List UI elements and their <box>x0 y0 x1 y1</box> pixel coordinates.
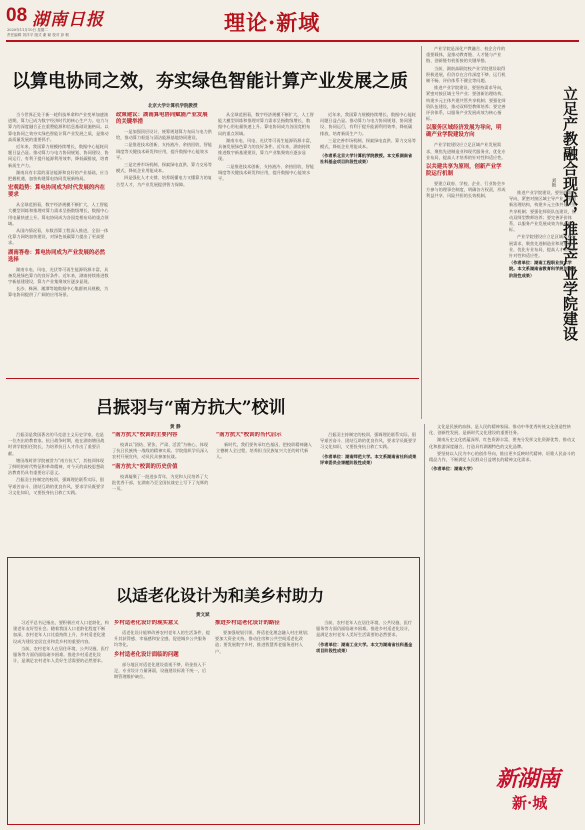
sidebar-paragraph: 产业学院建设应立足区域产业发展需求，聚焦先进制造业和现代服务业，优化专业布局，提高人才培养的针对性和适应性。 <box>426 142 506 160</box>
bottom-right-column <box>429 424 579 754</box>
lead-bottom-rule <box>6 378 419 379</box>
sidebar-note: （作者单位：湖南工程职业技术学院。本文系湖南省教育科学规划课题阶段性成果） <box>509 260 577 278</box>
lead-note: （作者系北京大学计算机学院教授。本文系湖南省社科基金项目阶段性成果） <box>320 153 413 165</box>
page-number: 08 <box>6 5 28 26</box>
lead-byline: 北京大学计算机学院教授 <box>148 104 198 109</box>
sidebar-divider <box>421 46 422 419</box>
sidebar-paragraph: 推进产业学院建设，要坚持需求导向，紧密对接区域主导产业；要创新治理结构，构建多元主体共建共管共享机制；要强化师资队伍建设，推动双师型教师培养；要完善评价体系，以服务产业发展成效为核心指标。 <box>509 190 577 233</box>
sidebar-paragraph: 产业学院是深化产教融合、校企合作的重要载体，是推动教育链、人才链与产业链、创新链有机衔接的关键举措。 <box>426 46 506 64</box>
middle-byline: 黄 静 <box>170 425 181 430</box>
middle-section-heading: “南方抗大”校训的主要内容 <box>112 432 178 438</box>
lead-paragraph: 三是完善市场机制，探索绿电直供、算力交易等模式，降低企业用能成本。 <box>320 137 416 150</box>
right-paragraph: 湖南历史文化底蕴深厚，红色资源丰富，要充分发挥文化资源优势，推动文化和旅游深度融合，打造具有湖湘特色的文化品牌。 <box>429 437 576 449</box>
watermark-subtext: 新·城 <box>512 794 548 812</box>
middle-headline: 吕振羽与“南方抗大”校训 <box>96 398 286 418</box>
lead-column-4 <box>320 112 416 370</box>
bottom-note: （作者单位：湖南工业大学。本文为湖南省社科基金项目阶段性成果） <box>316 641 413 653</box>
bottom-paragraph: 当前，农村老年人在居住环境、公共设施、医疗服务等方面仍面临诸多困难。推进乡村适老化设计，是满足农村老年人美好生活需要的必然要求。 <box>13 645 109 664</box>
lead-paragraph: 长沙、株洲、湘潭等地数据中心集群初具规模，为算电协同提供了广阔的应用场景。 <box>8 286 109 298</box>
middle-section-heading: “南方抗大”校训的当代启示 <box>216 432 282 438</box>
sidebar-column-2 <box>509 190 579 416</box>
bottom-section-heading: 乡村适老化设计面临的问题 <box>114 651 179 658</box>
sidebar-paragraph: 当前，湖南高职院校产业学院建设取得积极进展，但仍存在合作深度不够、运行机制不畅、评价体系不健全等问题。 <box>426 65 506 84</box>
lead-headline: 以算电协同之效，夯实绿色智能计算产业发展之质 <box>12 71 408 92</box>
sidebar-paragraph: 产业学院建设应立足区域产业发展需求，聚焦先进制造业和现代服务业，优化专业布局，提高人才培养的针对性和适应性。 <box>509 234 577 259</box>
masthead-rule <box>6 40 579 42</box>
sidebar-author: 刘艳 <box>551 178 556 187</box>
middle-paragraph: 校训凝聚了一批进步青年，为党和人民培养了大批优秀干部，在湖南乃至全国抗战史上写下了光辉的一页。 <box>112 473 209 492</box>
middle-paragraph: 校训以“团结、紧张、严肃、活泼”为核心，体现了抗日民族统一战线的精神实质。学院组织学员深入农村开展宣传，动员民众参加抗战。 <box>112 442 209 460</box>
sidebar-section-heading: 以服务区域经济发展为导向，明确产业学院建设方向 <box>426 125 502 139</box>
masthead <box>6 4 581 40</box>
lead-paragraph: 从全球范围看，数字经济规模不断扩大，人工智能大模型训练和推理对算力需求呈指数级增长，数据中心用电量快速上升。算电协同成为各国竞相布局的重点领域。 <box>218 112 314 136</box>
bottom-paragraph: 习近平总书记指出，要积极应对人口老龄化，构建老年友好型社会。随着我国人口老龄化程度不断加深，农村老年人口比重持续上升，乡村适老化建设成为建设宜居宜业和美乡村的重要内容。 <box>13 620 109 644</box>
middle-paragraph: 塘田战时讲学院被誉为“南方抗大”，其校训体现了鲜明的时代特征和革命精神，对今天的高校思想政治教育仍具有重要启示意义。 <box>8 457 105 476</box>
lead-column-2 <box>116 112 212 370</box>
lead-paragraph: 二是推进技术创新，支持液冷、余热回收、智能调度等关键技术研发和应用，提升数据中心能效水平。 <box>218 163 314 182</box>
lead-paragraph: 从全球范围看，数字经济规模不断扩大，人工智能大模型训练和推理对算力需求呈指数级增长，数据中心用电量快速上升。算电协同成为各国竞相布局的重点领域。 <box>8 202 109 226</box>
bottom-paragraph: 适老化设计能够改善农村老年人的生活条件，提升其获得感、幸福感和安全感，促进城乡公共服务均等化。 <box>114 630 210 648</box>
bottom-column-4 <box>316 620 415 820</box>
sidebar-paragraph: 要建立政府、学校、企业、行业协会多方参与的理事会制度，明确各方权责，形成利益共享、风险共担的长效机制。 <box>426 181 506 199</box>
bottom-column-3 <box>215 620 311 820</box>
paper-name-logo: 湖南日报 <box>32 10 104 30</box>
bottom-column-2 <box>114 620 210 820</box>
bottom-paragraph: 要加强规划引领，将适老化理念融入村庄规划；要加大资金支持，推动住房和公共空间适老化改造；要发展数字乡村，推进智慧养老服务进村入户。 <box>215 630 311 654</box>
lead-paragraph: 一是加强顶层设计，统筹规划算力布局与电力供给，推动算力枢纽与清洁能源基地协同建设。 <box>116 129 212 141</box>
lead-paragraph: 二是推进技术创新，支持液冷、余热回收、智能调度等关键技术研发和应用，提升数据中心能效水平。 <box>116 142 212 160</box>
lead-section-heading: 政策建议：湖南算电协同赋能产业发展的关键举措 <box>116 112 208 125</box>
middle-paragraph: 吕振羽主持制定的校训，强调理论联系实际，倡导艰苦奋斗、团结互助的优良作风，要求学员既要学习文化知识，又要投身抗日救亡实践。 <box>8 477 105 495</box>
lead-paragraph: 近年来，我国算力规模持续增长，数据中心能耗问题日益凸显。推动算力与电力协同规划、协同建设、协同运行，有利于提升能源利用效率，降低碳排放，培育新质生产力。 <box>320 112 416 136</box>
lead-paragraph: 从国内情况看，东数西算工程深入推进，全国一体化算力网络加快建设，对绿色低碳算力提出了更高要求。 <box>8 228 109 246</box>
lead-paragraph: 湖南水电、风电、光伏等可再生能源资源丰富，具备发展绿色算力的良好条件。近年来，湖南持续推进数字新基建建设，算力产业集聚效应逐步显现。 <box>218 137 314 162</box>
sidebar-headline: 立足产教融合现状，推进产业学院建设 <box>561 86 579 341</box>
lead-paragraph: 三是完善市场机制，探索绿电直供、算力交易等模式，降低企业用能成本。 <box>116 162 212 174</box>
lead-paragraph: 近年来，我国算力规模持续增长，数据中心能耗问题日益凸显。推动算力与电力协同规划、协同建设、协同运行，有利于提升能源利用效率，降低碳排放，培育新质生产力。 <box>8 144 109 168</box>
middle-note: （作者单位：湖南师范大学。本文系湖南省社科成果评审委员会课题阶段性成果） <box>320 453 417 465</box>
middle-section-heading: “南方抗大”校训的历史价值 <box>112 463 178 470</box>
right-paragraph: 文化是民族的血脉，是人民的精神家园。推动中华优秀传统文化创造性转化、创新性发展，是新时代文化建设的重要任务。 <box>429 424 572 436</box>
bottom-column-1 <box>13 620 109 820</box>
middle-paragraph: 新时代，我们要传承红色基因，把校训精神融入立德树人全过程，培养担当民族复兴大任的时代新人。 <box>216 442 312 460</box>
lead-paragraph: 湖南水电、风电、光伏等可再生能源资源丰富，具备发展绿色算力的良好条件。近年来，湖南持续推进数字新基建建设，算力产业集聚效应逐步显现。 <box>8 266 109 285</box>
lead-paragraph: 湖南具有丰富的清洁能源和良好的产业基础，应当把握机遇，加快构建算电协同发展新格局。 <box>8 169 109 182</box>
lead-section-heading: 湖南答卷：算电协同成为产业发展的必然选择 <box>8 249 106 263</box>
watermark-logo <box>494 760 580 826</box>
lead-section-heading: 宏观趋势：算电协同成为时代发展的内在要求 <box>8 185 106 199</box>
masthead-info-date: 2020年11月10日 星期二 <box>7 28 48 32</box>
bottom-paragraph: 当前，农村老年人在居住环境、公共设施、医疗服务等方面仍面临诸多困难。推进乡村适老化设计，是满足农村老年人美好生活需要的必然要求。 <box>316 620 413 638</box>
sidebar-paragraph: 推进产业学院建设，要坚持需求导向，紧密对接区域主导产业；要创新治理结构，构建多元主体共建共管共享机制；要强化师资队伍建设，推动双师型教师培养；要完善评价体系，以服务产业发展成效为核心指标。 <box>426 85 506 122</box>
bottom-section-heading: 乡村适老化设计的现实意义 <box>114 620 179 626</box>
sidebar-column-1 <box>426 46 506 416</box>
right-paragraph: 要坚持以人民为中心的创作导向，推出更多反映时代精神、讴歌人民奋斗的精品力作，不断满足人民群众日益增长的精神文化需求。 <box>429 450 576 463</box>
bottom-byline: 黄文斌 <box>196 613 210 618</box>
section-title: 理论·新域 <box>224 10 321 35</box>
watermark-text: 新湖南 <box>496 766 560 792</box>
bottom-section-heading: 推进乡村适老化设计的路径 <box>215 620 280 626</box>
bottom-paragraph: 部分地区对适老化建设重视不够，资金投入不足，专业设计力量薄弱，设施建设标准不统一，后期管理维护缺位。 <box>114 661 207 680</box>
masthead-info-editors: 责任编辑 刘洋平 版式 谢 颖 校对 彭 桐 <box>7 33 69 37</box>
right-note: （作者单位：湖南大学） <box>429 466 476 472</box>
bottom-headline: 以适老化设计为和美乡村助力 <box>116 586 325 605</box>
middle-paragraph: 吕振羽是我国著名的马克思主义历史学家，也是一位杰出的教育家。抗日战争时期，他在湖南塘田战时讲学院担任院长，为培养抗日人才作出了重要贡献。 <box>8 432 105 456</box>
lead-column-3 <box>218 112 314 370</box>
lead-paragraph: 当今世界正处于新一轮科技革命和产业变革加速演进期，算力已成为数字经济时代的核心生产力。电力与算力的深度融合正在重塑能源和信息基础设施格局。以算电协同之效夯实绿色智能计算产业发展之质，是推动高质量发展的重要抓手。 <box>8 112 109 142</box>
sidebar-section-heading: 以共建共享为原则，创新产业学院运行机制 <box>426 164 502 178</box>
lead-paragraph: 四是强化人才支撑，培养既懂电力又懂算力的复合型人才，为产业发展提供智力保障。 <box>116 175 212 187</box>
middle-paragraph: 吕振羽主持制定的校训，强调理论联系实际，倡导艰苦奋斗、团结互助的优良作风，要求学员既要学习文化知识，又要投身抗日救亡实践。 <box>320 432 417 450</box>
lead-column-1 <box>8 112 110 370</box>
right-column-divider <box>424 424 425 824</box>
